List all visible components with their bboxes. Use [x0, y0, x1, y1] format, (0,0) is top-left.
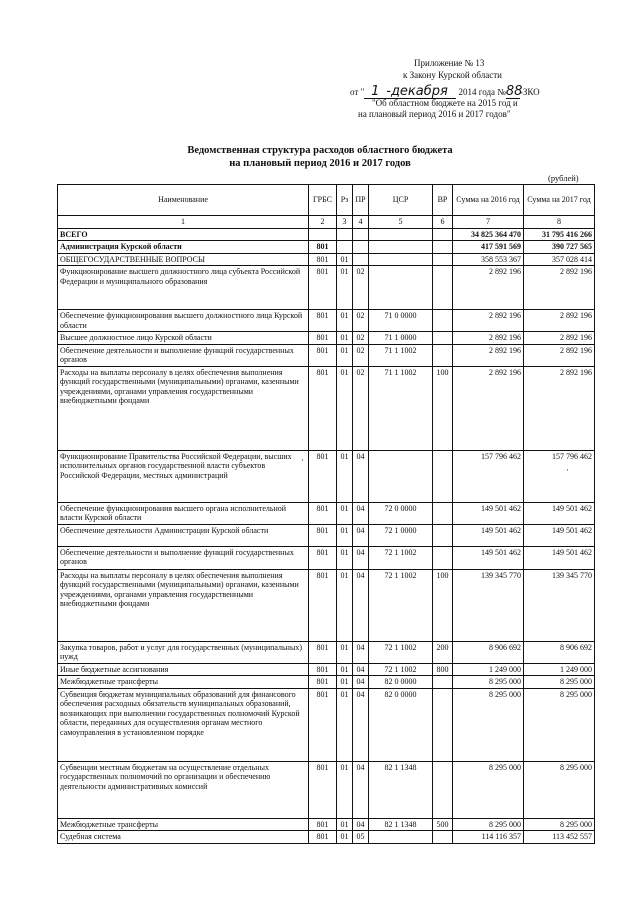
cell-vr	[433, 332, 453, 345]
cell-vr: 200	[433, 641, 453, 663]
col-header-rz: Рз	[337, 185, 353, 216]
cell-s2017: 2 892 196	[524, 332, 595, 345]
table-row	[58, 831, 595, 844]
expenditure-table	[57, 184, 595, 844]
cell-csr: 72 1 1002	[369, 569, 433, 641]
cell-rz: 01	[337, 546, 353, 569]
stray-mark: ·	[301, 455, 304, 465]
cell-pr: 02	[353, 266, 369, 310]
column-number: 2	[309, 216, 337, 229]
cell-csr	[369, 228, 433, 241]
cell-pr: 02	[353, 366, 369, 450]
cell-pr: 04	[353, 502, 369, 524]
cell-s2017: 149 501 462	[524, 546, 595, 569]
cell-s2016: 8 906 692	[453, 641, 524, 663]
cell-vr	[433, 688, 453, 761]
table-row	[58, 344, 595, 366]
cell-rz: 01	[337, 641, 353, 663]
cell-name: Администрация Курской области	[58, 241, 309, 254]
cell-csr: 71 1 0000	[369, 332, 433, 345]
cell-vr	[433, 546, 453, 569]
cell-s2016: 2 892 196	[453, 266, 524, 310]
cell-rz: 01	[337, 663, 353, 676]
cell-grbs: 801	[309, 761, 337, 818]
cell-csr	[369, 450, 433, 502]
cell-csr: 82 0 0000	[369, 676, 433, 689]
cell-s2016: 139 345 770	[453, 569, 524, 641]
cell-vr	[433, 266, 453, 310]
cell-pr: 04	[353, 569, 369, 641]
column-number: 8	[524, 216, 595, 229]
col-header-vr: ВР	[433, 185, 453, 216]
cell-s2017: 31 795 416 266	[524, 228, 595, 241]
cell-csr: 72 1 1002	[369, 663, 433, 676]
cell-rz: 01	[337, 502, 353, 524]
cell-name: Межбюджетные трансферты	[58, 676, 309, 689]
cell-grbs: 801	[309, 332, 337, 345]
cell-grbs: 801	[309, 546, 337, 569]
cell-rz: 01	[337, 450, 353, 502]
cell-name: Закупка товаров, работ и услуг для государственных (муниципальных) нужд	[58, 641, 309, 663]
cell-grbs: 801	[309, 818, 337, 831]
cell-csr	[369, 253, 433, 266]
table-row	[58, 241, 595, 254]
table-row	[58, 310, 595, 332]
cell-pr	[353, 253, 369, 266]
cell-name: ОБЩЕГОСУДАРСТВЕННЫЕ ВОПРОСЫ	[58, 253, 309, 266]
cell-s2016: 34 825 364 470	[453, 228, 524, 241]
cell-csr: 72 1 1002	[369, 641, 433, 663]
table-row	[58, 524, 595, 546]
cell-pr: 04	[353, 761, 369, 818]
cell-name: Обеспечение деятельности и выполнение функций государственных органов	[58, 546, 309, 569]
law-number: 88	[505, 84, 523, 99]
cell-pr: 04	[353, 688, 369, 761]
cell-grbs: 801	[309, 569, 337, 641]
column-number: 1	[58, 216, 309, 229]
cell-vr	[433, 761, 453, 818]
cell-s2016: 1 249 000	[453, 663, 524, 676]
law-suffix: -ЗКО	[519, 87, 540, 97]
cell-s2017: 139 345 770	[524, 569, 595, 641]
cell-s2017: 1 249 000	[524, 663, 595, 676]
table-row	[58, 569, 595, 641]
cell-s2016: 2 892 196	[453, 332, 524, 345]
cell-pr	[353, 241, 369, 254]
cell-name: Обеспечение деятельности Администрации Курской области	[58, 524, 309, 546]
cell-name: Судебная система	[58, 831, 309, 844]
cell-rz: 01	[337, 366, 353, 450]
cell-name: Иные бюджетные ассигнования	[58, 663, 309, 676]
cell-rz	[337, 241, 353, 254]
cell-s2017: 2 892 196	[524, 310, 595, 332]
col-header-sum-2017: Сумма на 2017 год	[524, 185, 595, 216]
cell-rz: 01	[337, 332, 353, 345]
cell-name: Расходы на выплаты персоналу в целях обеспечения выполнения функций государственными (муниципальными) органами, казенными учреждениями, органами управления государственными внебюджетными фондами	[58, 569, 309, 641]
cell-rz: 01	[337, 310, 353, 332]
cell-name: Функционирование Правительства Российской Федерации, высших исполнительных органов государственной власти субъектов Российской Федерации, местных администраций	[58, 450, 309, 502]
cell-s2016: 2 892 196	[453, 310, 524, 332]
cell-pr: 04	[353, 524, 369, 546]
units-label: (рублей)	[548, 173, 579, 183]
cell-pr: 04	[353, 641, 369, 663]
cell-s2016: 114 116 357	[453, 831, 524, 844]
cell-rz: 01	[337, 818, 353, 831]
cell-csr: 72 1 1002	[369, 546, 433, 569]
table-row	[58, 228, 595, 241]
appendix-label: Приложение № 13	[414, 58, 485, 68]
column-number: 6	[433, 216, 453, 229]
cell-s2016: 8 295 000	[453, 818, 524, 831]
cell-pr: 04	[353, 663, 369, 676]
cell-rz	[337, 228, 353, 241]
cell-name: Субвенция бюджетам муниципальных образований для финансового обеспечения расходных обязательств муниципальных образований, возникающих при выполнении государственных полномочий Курской области, переданных для осуществления органам местного самоуправления в установленном порядке	[58, 688, 309, 761]
column-number-row	[58, 216, 595, 229]
cell-pr: 04	[353, 818, 369, 831]
cell-s2016: 2 892 196	[453, 344, 524, 366]
law-reference: к Закону Курской области	[403, 70, 502, 80]
cell-grbs: 801	[309, 502, 337, 524]
cell-s2016: 2 892 196	[453, 366, 524, 450]
cell-vr	[433, 676, 453, 689]
cell-csr: 82 1 1348	[369, 761, 433, 818]
cell-grbs: 801	[309, 663, 337, 676]
cell-name: ВСЕГО	[58, 228, 309, 241]
cell-pr: 02	[353, 332, 369, 345]
cell-csr: 82 1 1348	[369, 818, 433, 831]
cell-rz: 01	[337, 676, 353, 689]
cell-name: Обеспечение деятельности и выполнение функций государственных органов	[58, 344, 309, 366]
cell-vr	[433, 831, 453, 844]
cell-s2017: 113 452 557	[524, 831, 595, 844]
cell-s2017: 357 028 414	[524, 253, 595, 266]
cell-grbs: 801	[309, 641, 337, 663]
cell-name: Функционирование высшего должностного лица субъекта Российской Федерации и муниципального образования	[58, 266, 309, 310]
date-day: 1	[364, 86, 386, 99]
cell-vr	[433, 241, 453, 254]
table-row	[58, 676, 595, 689]
cell-vr: 800	[433, 663, 453, 676]
cell-s2016: 149 501 462	[453, 502, 524, 524]
column-number: 7	[453, 216, 524, 229]
table-row	[58, 818, 595, 831]
document-title-line2: на плановый период 2016 и 2017 годов	[229, 158, 411, 169]
budget-law-title-1: "Об областном бюджете на 2015 год и	[372, 98, 518, 108]
cell-grbs: 801	[309, 253, 337, 266]
cell-name: Обеспечение функционирования высшего должностного лица Курской области	[58, 310, 309, 332]
budget-law-title-2: на плановый период 2016 и 2017 годов"	[358, 109, 511, 119]
cell-vr	[433, 310, 453, 332]
cell-pr: 04	[353, 450, 369, 502]
cell-csr	[369, 266, 433, 310]
cell-vr: 500	[433, 818, 453, 831]
cell-csr: 71 1 1002	[369, 366, 433, 450]
cell-grbs: 801	[309, 688, 337, 761]
cell-csr: 72 0 0000	[369, 502, 433, 524]
cell-s2016: 157 796 462	[453, 450, 524, 502]
cell-vr	[433, 228, 453, 241]
cell-csr	[369, 241, 433, 254]
cell-rz: 01	[337, 253, 353, 266]
cell-vr	[433, 344, 453, 366]
cell-rz: 01	[337, 688, 353, 761]
cell-vr	[433, 502, 453, 524]
cell-s2017: 2 892 196	[524, 366, 595, 450]
column-number: 3	[337, 216, 353, 229]
table-row	[58, 641, 595, 663]
cell-s2017: 8 295 000	[524, 688, 595, 761]
table-row	[58, 332, 595, 345]
cell-vr: 100	[433, 569, 453, 641]
table-row	[58, 450, 595, 502]
cell-rz: 01	[337, 266, 353, 310]
table-body	[58, 228, 595, 843]
cell-pr: 02	[353, 310, 369, 332]
cell-grbs: 801	[309, 524, 337, 546]
cell-pr: 04	[353, 676, 369, 689]
cell-grbs: 801	[309, 310, 337, 332]
cell-pr	[353, 228, 369, 241]
cell-csr: 82 0 0000	[369, 688, 433, 761]
cell-s2017: 2 892 196	[524, 266, 595, 310]
col-header-csr: ЦСР	[369, 185, 433, 216]
cell-csr: 71 0 0000	[369, 310, 433, 332]
date-prefix: от "	[350, 87, 365, 97]
cell-name: Межбюджетные трансферты	[58, 818, 309, 831]
cell-s2017: 149 501 462	[524, 502, 595, 524]
cell-csr	[369, 831, 433, 844]
cell-s2016: 149 501 462	[453, 524, 524, 546]
cell-s2017: 8 295 000	[524, 818, 595, 831]
cell-name: Обеспечение функционирования высшего органа исполнительной власти Курской области	[58, 502, 309, 524]
cell-csr: 72 1 0000	[369, 524, 433, 546]
cell-s2017: 390 727 565	[524, 241, 595, 254]
cell-s2017: 8 295 000	[524, 676, 595, 689]
cell-vr: 100	[433, 366, 453, 450]
col-header-grbs: ГРБС	[309, 185, 337, 216]
table-row	[58, 366, 595, 450]
cell-vr	[433, 253, 453, 266]
cell-rz: 01	[337, 831, 353, 844]
cell-s2016: 149 501 462	[453, 546, 524, 569]
cell-grbs: 801	[309, 241, 337, 254]
cell-s2016: 8 295 000	[453, 688, 524, 761]
date-year: 2014 года №	[458, 87, 506, 97]
table-row	[58, 253, 595, 266]
table-row	[58, 688, 595, 761]
cell-grbs: 801	[309, 676, 337, 689]
col-header-name: Наименование	[58, 185, 309, 216]
document-title-line1: Ведомственная структура расходов областного бюджета	[187, 145, 453, 156]
cell-grbs	[309, 228, 337, 241]
stray-mark: ·	[566, 465, 569, 475]
cell-s2017: 157 796 462	[524, 450, 595, 502]
cell-grbs: 801	[309, 831, 337, 844]
cell-s2017: 8 295 000	[524, 761, 595, 818]
cell-grbs: 801	[309, 450, 337, 502]
cell-rz: 01	[337, 344, 353, 366]
cell-pr: 05	[353, 831, 369, 844]
column-number: 4	[353, 216, 369, 229]
cell-name: Субвенции местным бюджетам на осуществление отдельных государственных полномочий по организации и обеспечению деятельности административных комиссий	[58, 761, 309, 818]
cell-csr: 71 1 1002	[369, 344, 433, 366]
cell-pr: 04	[353, 546, 369, 569]
cell-grbs: 801	[309, 266, 337, 310]
table-header-row	[58, 185, 595, 216]
table-row	[58, 761, 595, 818]
cell-rz: 01	[337, 569, 353, 641]
cell-s2017: 2 892 196	[524, 344, 595, 366]
cell-rz: 01	[337, 524, 353, 546]
col-header-sum-2016: Сумма на 2016 год	[453, 185, 524, 216]
cell-rz: 01	[337, 761, 353, 818]
cell-name: Высшее должностное лицо Курской области	[58, 332, 309, 345]
table-row	[58, 546, 595, 569]
cell-s2016: 8 295 000	[453, 676, 524, 689]
cell-s2016: 358 553 367	[453, 253, 524, 266]
cell-s2016: 8 295 000	[453, 761, 524, 818]
cell-grbs: 801	[309, 366, 337, 450]
table-row	[58, 266, 595, 310]
table-row	[58, 663, 595, 676]
cell-name: Расходы на выплаты персоналу в целях обеспечения выполнения функций государственными (муниципальными) органами, казенными учреждениями, органами управления государственными внебюджетными фондами	[58, 366, 309, 450]
cell-s2017: 149 501 462	[524, 524, 595, 546]
date-month: -декабря	[386, 86, 456, 99]
cell-grbs: 801	[309, 344, 337, 366]
cell-pr: 02	[353, 344, 369, 366]
table-row	[58, 502, 595, 524]
cell-s2016: 417 591 569	[453, 241, 524, 254]
column-number: 5	[369, 216, 433, 229]
expenditure-table-grid	[57, 184, 595, 844]
col-header-pr: ПР	[353, 185, 369, 216]
cell-vr	[433, 450, 453, 502]
cell-s2017: 8 906 692	[524, 641, 595, 663]
cell-vr	[433, 524, 453, 546]
